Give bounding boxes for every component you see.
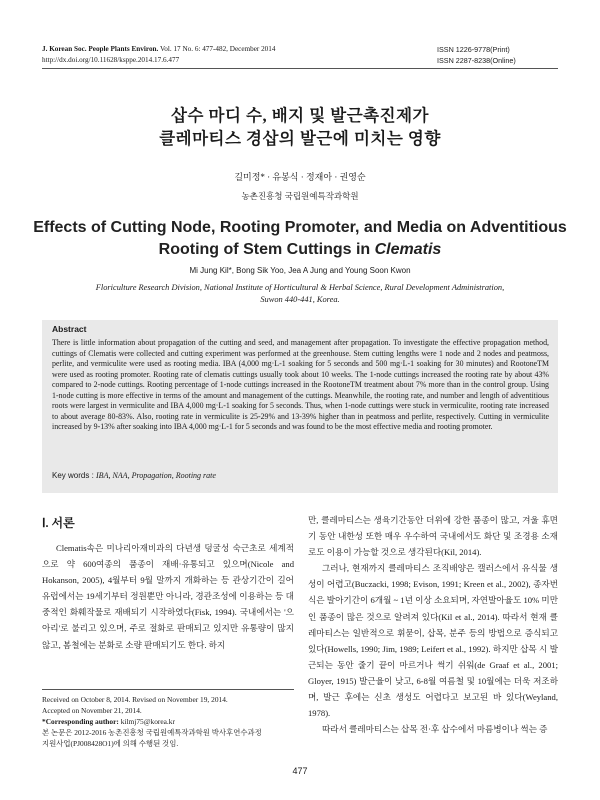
left-column <box>42 540 294 653</box>
footnote-corresponding <box>42 716 302 727</box>
title-korean-line1: 삽수 마디 수, 배지 및 발근촉진제가 <box>171 106 429 125</box>
title-english <box>0 217 600 261</box>
footnote-rule <box>42 689 294 690</box>
keywords-values: IBA, NAA, Propagation, Rooting rate <box>96 471 216 480</box>
affiliation-english-line1: Floriculture Research Division, National Institute of Horticultural & Herbal Science, Rural Development Administration, <box>95 283 505 292</box>
footnote <box>42 694 302 749</box>
keywords <box>52 471 216 480</box>
right-paragraph-1: 만, 클레마티스는 생육기간동안 더위에 강한 품종이 많고, 겨울 휴면기 동안 내한성 또한 매우 우수하여 국내에서도 화단 및 조경용 소재로도 이용이 가능할 것으로 생각된다(Kil, 2014). <box>308 515 558 558</box>
abstract-heading: Abstract <box>52 324 87 334</box>
authors-english: Mi Jung Kil*, Bong Sik Yoo, Jea A Jung and Young Soon Kwon <box>189 266 411 275</box>
header-rule <box>42 68 558 69</box>
footnote-note-1: 본 논문은 2012-2016 농촌진흥청 국립원예특작과학원 박사후연수과정 <box>42 728 262 737</box>
doi-link[interactable]: http://dx.doi.org/10.11628/ksppe.2014.17.6.477 <box>42 56 180 64</box>
journal-name: J. Korean Soc. People Plants Environ. <box>42 45 159 53</box>
journal-header <box>42 44 275 66</box>
authors-korean: 길미정* · 유봉식 · 정재아 · 권영순 <box>234 172 366 182</box>
footnote-note-2: 지원사업(PJ008428O1)에 의해 수행된 것임. <box>42 739 179 748</box>
right-paragraph-2: 그러나, 현재까지 클레마티스 조직배양은 캘러스에서 유식물 생성이 어렵고(Buczacki, 1998; Evison, 1991; Kreen et al., 2002), 종자번식은 발아기간이 6개월 ~ 1년 이상 소요되며, 자연발아율도 10% 미만인 품종이 많은 것으로 알려져 있다(Kil et al., 2014). 따라서 현재 클레마티스는 일반적으로 휘묻이, 삽목, 분주 등의 방법으로 증식되고 있다(Howells, 1990; Jim, 1989; Leifert et al., 1992). 하지만 삽목 시 발근되는 동안 줄기 끝이 마르거나 썩기 쉬워(de Graaf et al., 2001; Gloyer, 1915) 발근율이 낮고, 6-8월 여름철 및 10월에는 더욱 저조하며, 발근 후에는 신초 생성도 어렵다고 보고된 바 있다(Weyland, 1978). <box>308 563 558 719</box>
corresponding-label: *Corresponding author: <box>42 717 119 726</box>
footnote-accepted: Accepted on November 21, 2014. <box>42 706 142 715</box>
right-paragraph-3: 따라서 클레마티스는 삽목 전·후 삽수에서 마름병이나 썩는 증 <box>322 724 548 735</box>
abstract-text: There is little information about propagation of the cutting and seed, and management after propagation. To investigate the effective propagation method, cuttings of Clematis were collected and cutting experiment was performed at the greenhouse. Stem cutting lengths were 1 node and 2 nodes and peatmoss, perlite, and vermiculite were used as rooting media. IBA (4,000 mg·L-1 soaking for 5 seconds and 500 mg·L-1 soaking for 30 minutes) and RootoneTM were used as rooting promoter. Rooting rate of clematis cuttings usually took about 10 weeks. The 1-node cuttings increased the rooting rate by about 43% compared to 2-node cuttings. Rooting percentage of 1-node cuttings increased in the RootoneTM treatment about 7% more than in the control group. Using 1-node cutting is more effective in terms of the amount and management of the cuttings. Meanwhile, the rooting rate, and number and length of adventitious roots were largest in vermiculite and IBA 4,000 mg·L-1 soaking for 5 seconds. Thus, when 1-node cuttings were stuck in vermiculite, rooting rate increased to about average 80-83%. Also, rooting rate in vermiculite is 25-29% and 13-39% higher than in peatmoss and perlite, respectively. Cutting in vermiculite increased by 9-13% after soaking into IBA 4,000 mg·L-1 for 5 seconds and was found to be the most effective media and rooting promoter. <box>52 338 549 431</box>
section-heading-introduction: Ⅰ. 서론 <box>42 516 75 530</box>
title-english-line2-text: Rooting of Stem Cuttings in <box>158 241 375 258</box>
title-korean-line2: 클레마티스 경삽의 발근에 미치는 영향 <box>159 129 441 148</box>
left-paragraph-1: Clematis속은 미나리아재비과의 다년생 덩굴성 숙근초로 세계적으로 약 600여종의 품종이 재배·유통되고 있으며(Nicole and Hokanson, 2005), 4월부터 9월 말까지 개화하는 등 관상기간이 길어 유럽에서는 19세기부터 정원뿐만 아니라, 경관조성에 이용하는 등 대중적인 화훼작물로 재배되기 시작하였다(Fisk, 1994). 국내에서는 '으아리'로 불리고 있으며, 주로 절화로 판매되고 있지만 유통량이 많지 않고, 봄철에는 분화로 소량 판매되기도 한다. 하지 <box>42 543 294 650</box>
right-column <box>308 512 558 737</box>
title-english-line1: Effects of Cutting Node, Rooting Promoter, and Media on Adventitious <box>33 219 567 236</box>
corresponding-email[interactable]: kilmj75@korea.kr <box>120 717 175 726</box>
journal-volume: Vol. 17 No. 6: 477-482, December 2014 <box>160 45 276 53</box>
affiliation-korean: 농촌진흥청 국립원예특작과학원 <box>241 191 359 201</box>
affiliation-english <box>60 282 540 305</box>
title-english-line2 <box>0 239 600 261</box>
page-number: 477 <box>292 766 308 776</box>
title-english-genus: Clematis <box>374 241 442 258</box>
affiliation-english-line2: Suwon 440-441, Korea. <box>260 294 340 304</box>
title-korean <box>0 104 600 150</box>
keywords-label: Key words : <box>52 471 97 480</box>
footnote-received: Received on October 8, 2014. Revised on November 19, 2014. <box>42 695 228 704</box>
issn-print: ISSN 1226-9778(Print) <box>437 45 510 54</box>
issn-block <box>437 44 516 66</box>
issn-online: ISSN 2287-8238(Online) <box>437 56 516 65</box>
